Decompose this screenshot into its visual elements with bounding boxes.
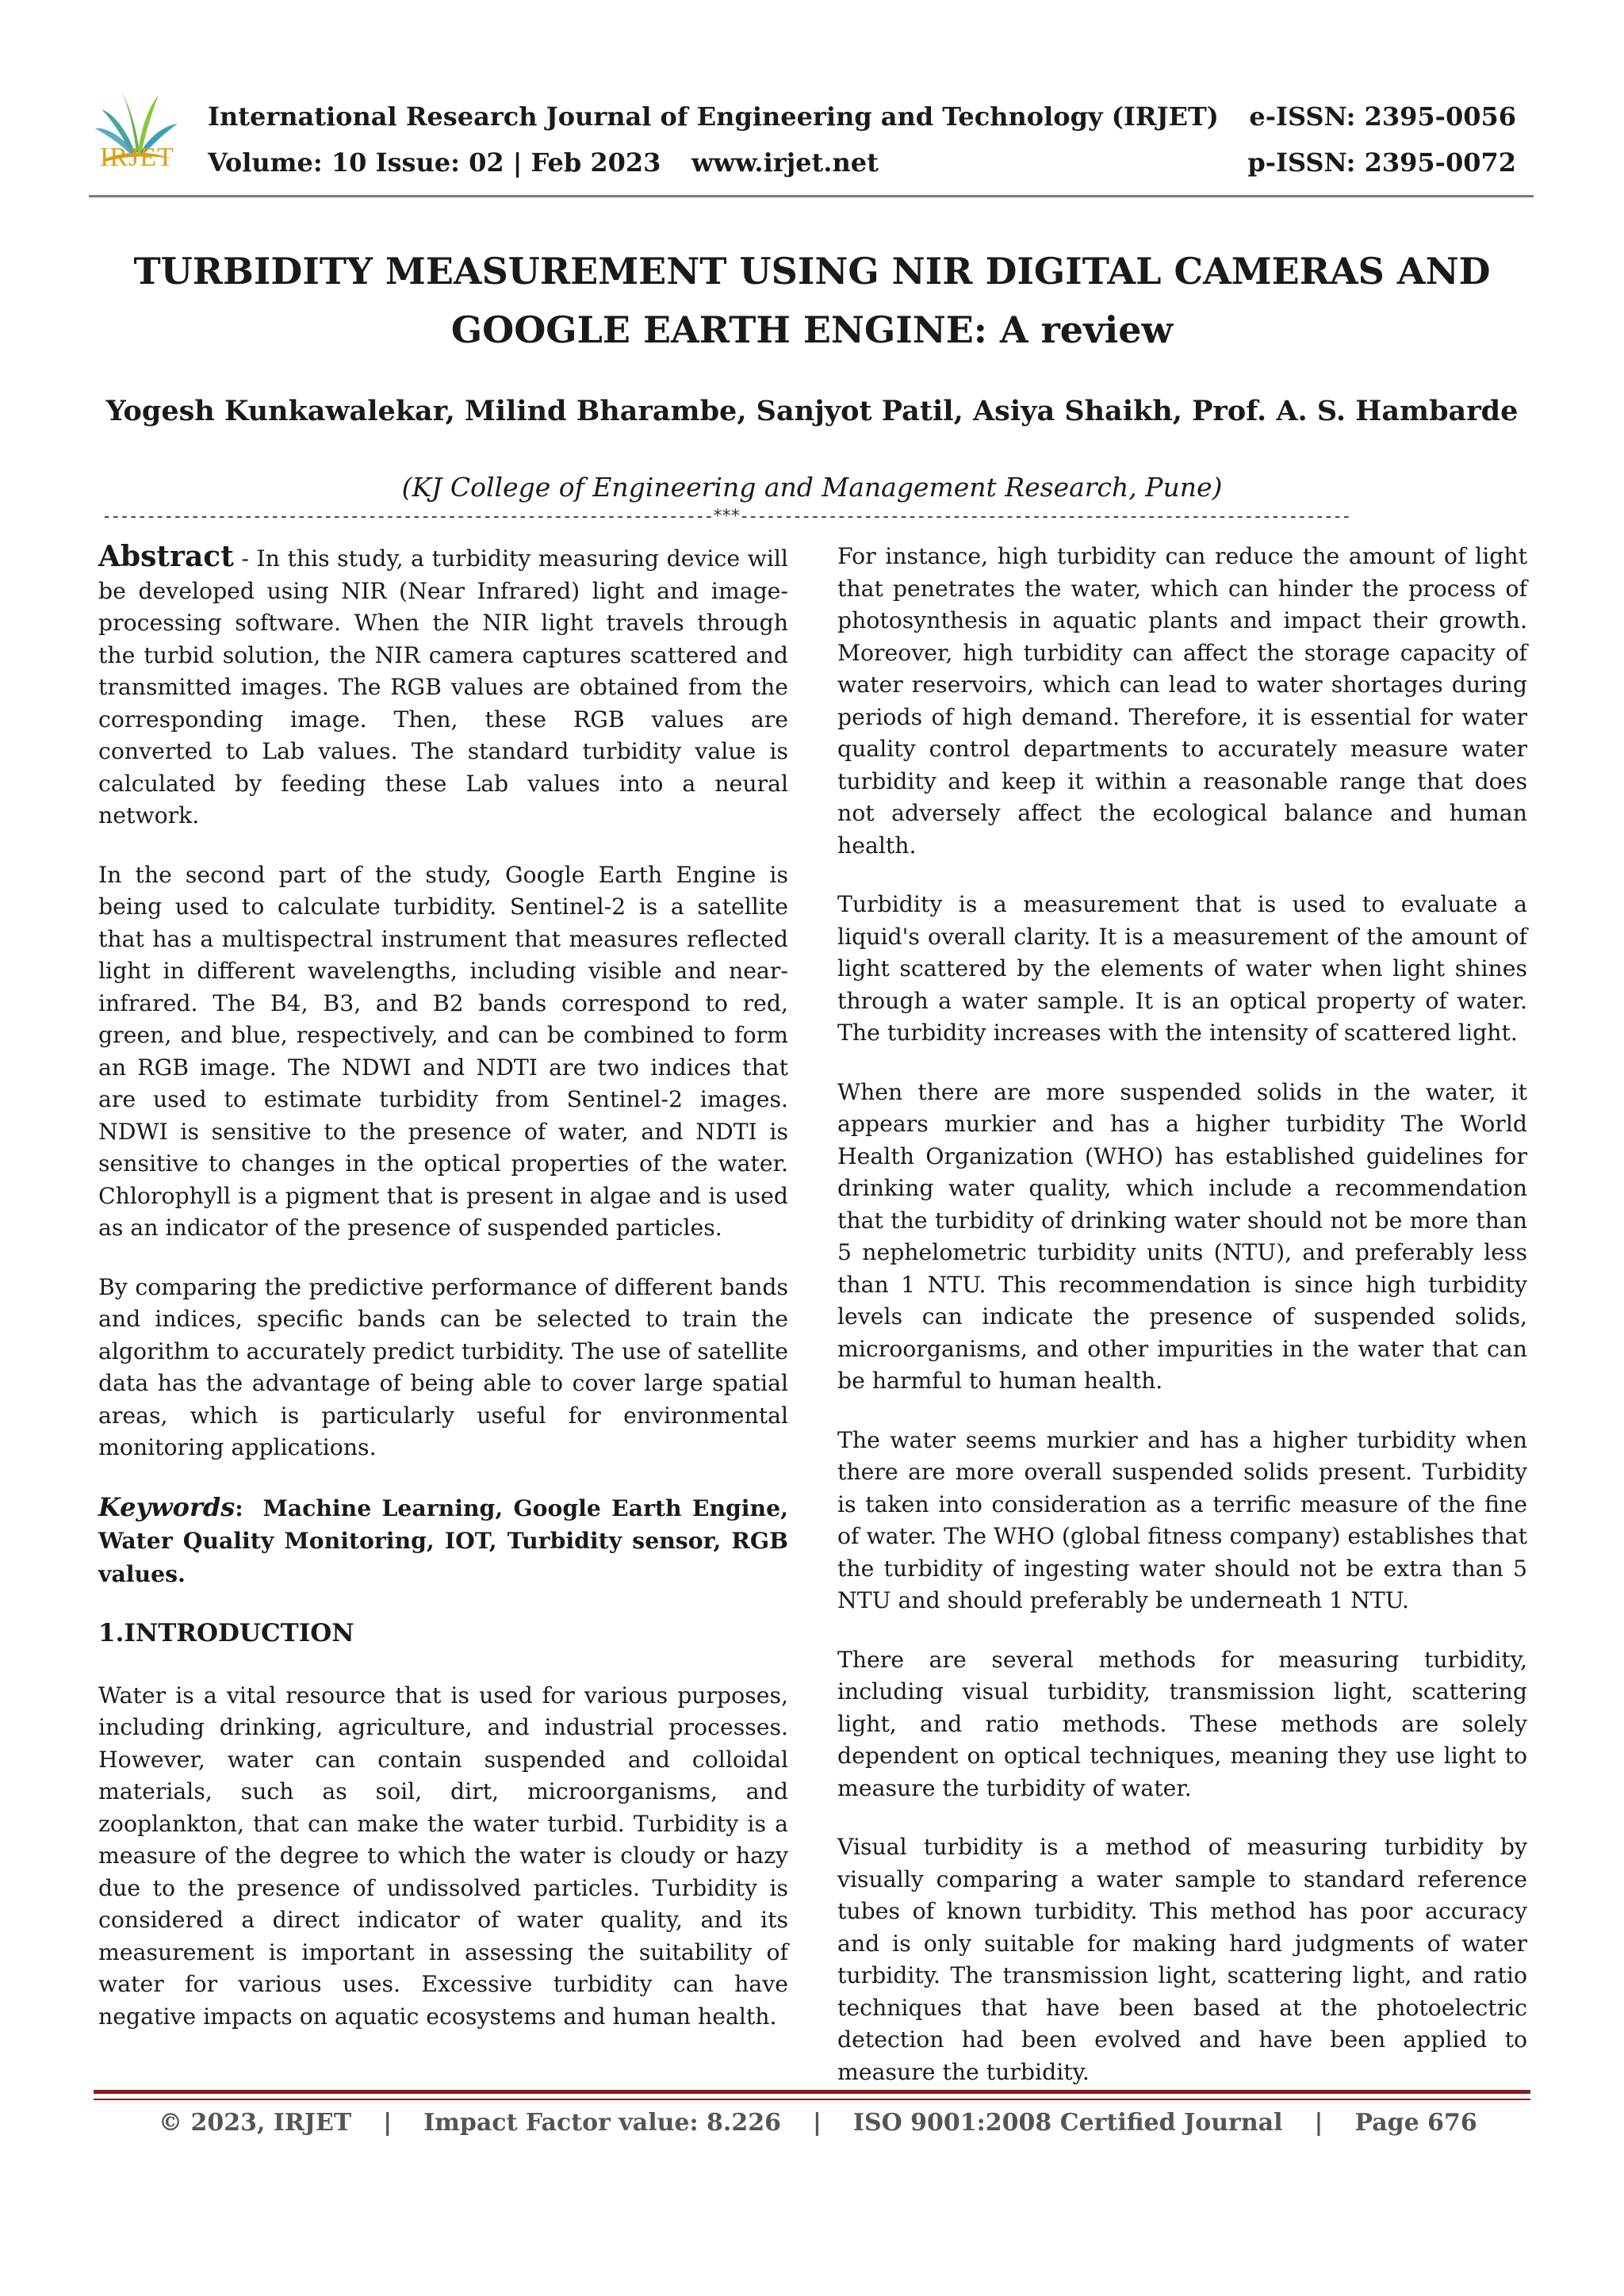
keywords-heading: Keywords: [98, 1491, 236, 1522]
logo-text: IRJET: [100, 143, 174, 172]
title-line-1: TURBIDITY MEASUREMENT USING NIR DIGITAL CAMERAS AND: [133, 250, 1491, 293]
footer-separator: |: [383, 2108, 393, 2137]
introduction-heading: 1.INTRODUCTION: [98, 1619, 354, 1647]
footer-separator: |: [1314, 2108, 1323, 2137]
journal-website[interactable]: www.irjet.net: [691, 147, 879, 178]
keywords: [98, 1491, 788, 1591]
eissn: e-ISSN: 2395-0056: [1249, 101, 1516, 132]
authors: Yogesh Kunkawalekar, Milind Bharambe, Sanjyot Patil, Asiya Shaikh, Prof. A. S. Hambarde: [105, 395, 1519, 427]
abstract-paragraph-2: In the second part of the study, Google Earth Engine is being used to calculate turbidity. Sentinel-2 is a satellite that has a multispectral instrument that measures reflected light in different wavelengths, including visible and near-infrared. The B4, B3, and B2 bands correspond to red, green, and blue, respectively, and can be combined to form an RGB image. The NDWI and NDTI are two indices that are used to estimate turbidity from Sentinel-2 images. NDWI is sensitive to the presence of water, and NDTI is sensitive to changes in the optical properties of the water. Chlorophyll is a pigment that is present in algae and is used as an indicator of the presence of suspended particles.: [98, 861, 788, 1241]
footer-page-number: Page 676: [1354, 2108, 1477, 2137]
keywords-colon: :: [235, 1494, 243, 1521]
abstract-text-1: In this study, a turbidity measuring device will be developed using NIR (Near Infrared) light and image-processing software. When the NIR light travels through the turbid solution, the NIR camera captures scattered and transmitted images. The RGB values are obtained from the corresponding image. Then, these RGB values are converted to Lab values. The standard turbidity value is calculated by feeding these Lab values into a neural network.: [98, 545, 788, 828]
footer-divider-thin: [94, 2099, 1530, 2100]
journal-name: International Research Journal of Engineering and Technology (IRJET): [208, 101, 1219, 132]
right-paragraph-2: Turbidity is a measurement that is used to evaluate a liquid's overall clarity. It is a measurement of the amount of light scattered by the elements of water when light shines through a water sample. It is an optical property of water. The turbidity increases with the intensity of scattered light.: [837, 891, 1527, 1046]
abstract-heading: Abstract: [98, 540, 234, 573]
pissn: p-ISSN: 2395-0072: [1247, 147, 1516, 178]
right-paragraph-6: Visual turbidity is a method of measuring turbidity by visually comparing a water sample to standard reference tubes of known turbidity. This method has poor accuracy and is only suitable for making hard judgments of water turbidity. The transmission light, scattering light, and ratio techniques that have been based at the photoelectric detection had been evolved and have been applied to measure the turbidity.: [837, 1834, 1527, 2085]
right-paragraph-4: The water seems murkier and has a higher turbidity when there are more overall suspended solids present. Turbidity is taken into consideration as a terrific measure of the fine of water. The WHO (global fitness company) establishes that the turbidity of ingesting water should not be extra than 5 NTU and should preferably be underneath 1 NTU.: [837, 1426, 1527, 1613]
right-paragraph-3: When there are more suspended solids in the water, it appears murkier and has a higher turbidity The World Health Organization (WHO) has established guidelines for drinking water quality, which include a recommendation that the turbidity of drinking water should not be more than 5 nephelometric turbidity units (NTU), and preferably less than 1 NTU. This recommendation is since high turbidity levels can indicate the presence of suspended solids, microorganisms, and other impurities in the water that can be harmful to human health.: [837, 1078, 1527, 1394]
volume-issue: Volume: 10 Issue: 02 | Feb 2023: [208, 147, 661, 178]
footer: [159, 2103, 1491, 2142]
affiliation: (KJ College of Engineering and Management Research, Pune): [401, 472, 1223, 503]
right-paragraph-1: For instance, high turbidity can reduce the amount of light that penetrates the water, which can hinder the process of photosynthesis in aquatic plants and impact their growth. Moreover, high turbidity can affect the storage capacity of water reservoirs, which can lead to water shortages during periods of high demand. Therefore, it is essential for water quality control departments to accurately measure water turbidity and keep it within a reasonable range that does not adversely affect the ecological balance and human health.: [837, 543, 1527, 859]
footer-copyright: © 2023, IRJET: [159, 2108, 352, 2137]
title-line-2: GOOGLE EARTH ENGINE: A review: [450, 308, 1174, 351]
section-separator: ---------------------------------------------------------------------***---------------------------------------------------------------------: [102, 507, 1350, 526]
keywords-text: Machine Learning, Google Earth Engine, Water Quality Monitoring, IOT, Turbidity sensor, RGB values.: [98, 1494, 788, 1587]
footer-divider-thick: [94, 2090, 1530, 2094]
abstract-dash: -: [233, 545, 257, 572]
footer-separator: |: [812, 2108, 822, 2137]
left-column: [98, 541, 788, 2060]
footer-impact-factor: Impact Factor value: 8.226: [423, 2108, 781, 2137]
header-divider: [89, 195, 1534, 197]
right-column: [837, 541, 1527, 2115]
footer-iso: ISO 9001:2008 Certified Journal: [852, 2108, 1283, 2137]
abstract-paragraph-1: [98, 541, 788, 832]
abstract-paragraph-3: By comparing the predictive performance of different bands and indices, specific bands can be selected to train the algorithm to accurately predict turbidity. The use of satellite data has the advantage of being able to cover large spatial areas, which is particularly useful for environmental monitoring applications.: [98, 1273, 788, 1460]
paper-title: [111, 242, 1513, 359]
header-line-1: [208, 97, 1516, 136]
header-line-2: [208, 143, 1516, 182]
right-paragraph-5: There are several methods for measuring turbidity, including visual turbidity, transmission light, scattering light, and ratio methods. These methods are solely dependent on optical techniques, meaning they use light to measure the turbidity of water.: [837, 1646, 1527, 1801]
introduction-paragraph-1: Water is a vital resource that is used for various purposes, including drinking, agriculture, and industrial processes. However, water can contain suspended and colloidal materials, such as soil, dirt, microorganisms, and zooplankton, that can make the water turbid. Turbidity is a measure of the degree to which the water is cloudy or hazy due to the presence of undissolved particles. Turbidity is considered a direct indicator of water quality, and its measurement is important in assessing the suitability of water for various uses. Excessive turbidity can have negative impacts on aquatic ecosystems and human health.: [98, 1682, 788, 2030]
